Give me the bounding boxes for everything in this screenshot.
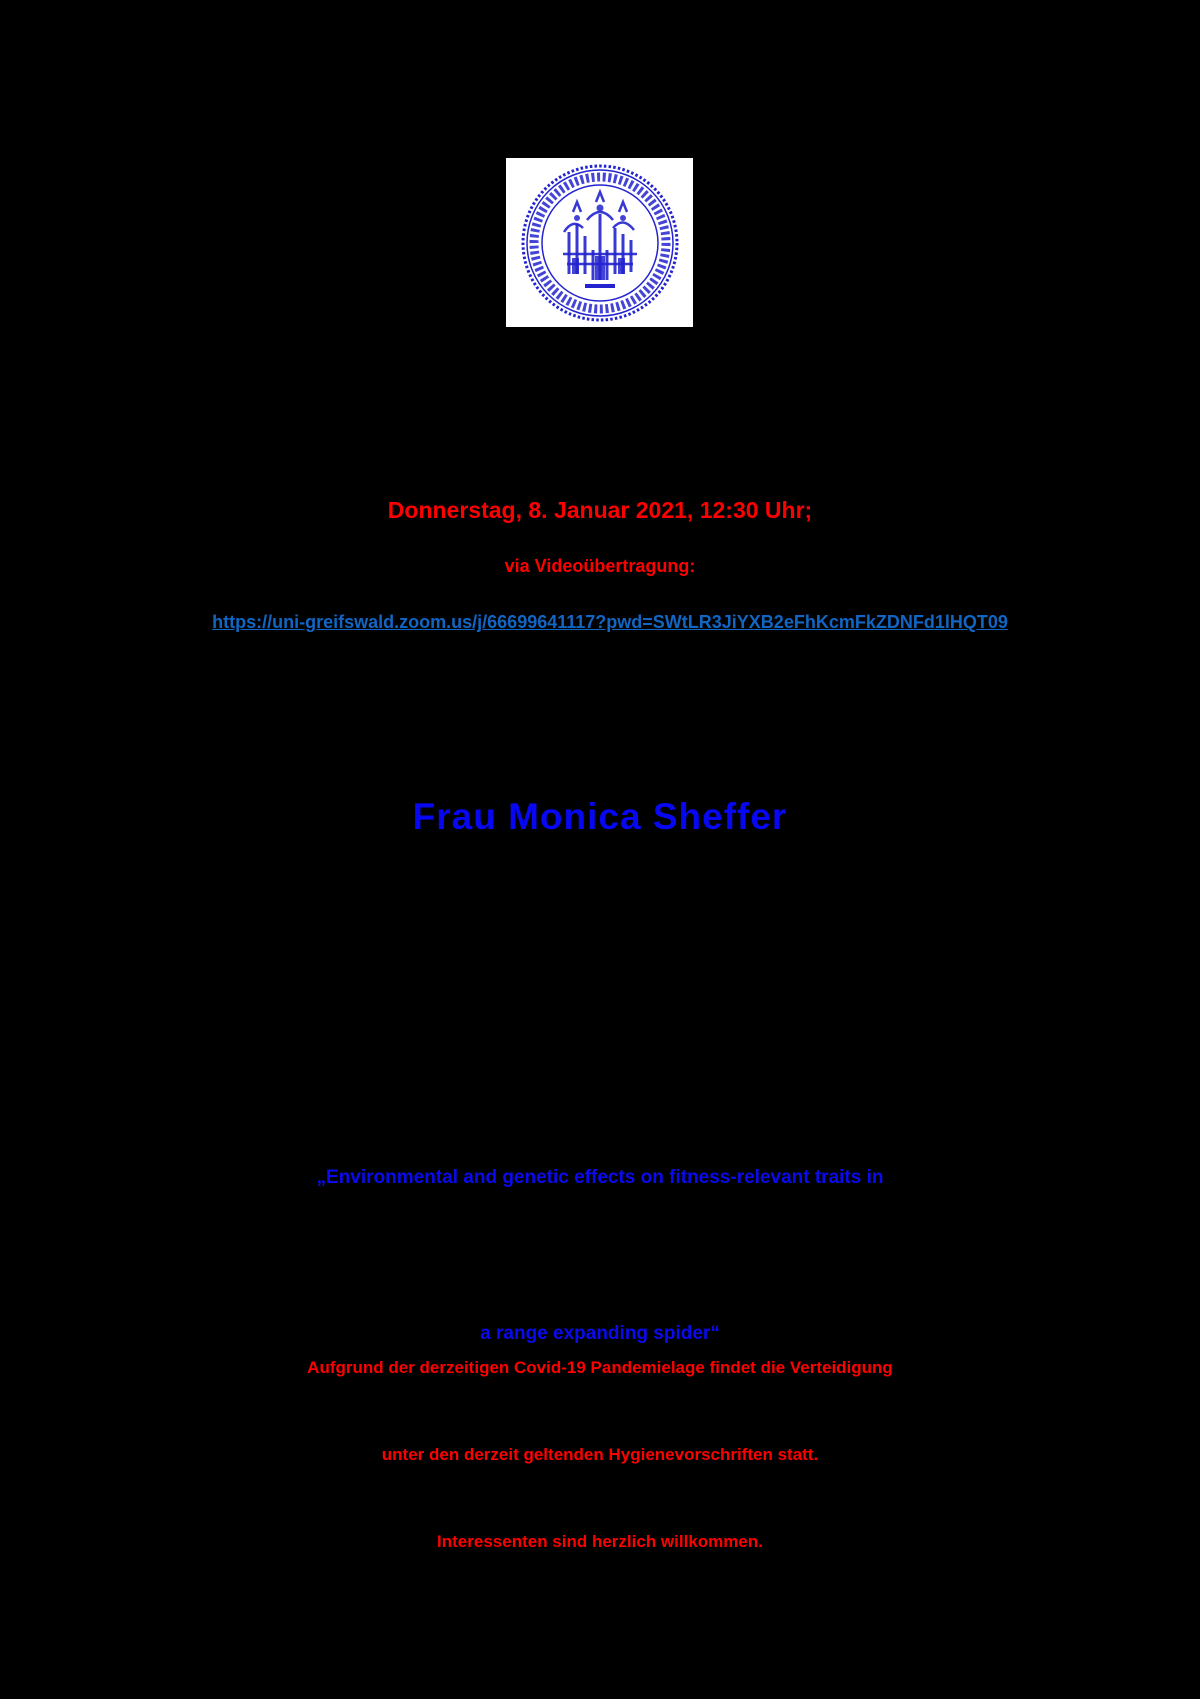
- talk-title-line1: „Environmental and genetic effects on fitness-relevant traits in: [316, 1167, 884, 1188]
- talk-title-line2: a range expanding spider“: [480, 1323, 720, 1344]
- video-conference-link[interactable]: https://uni-greifswald.zoom.us/j/66699641117?pwd=SWtLR3JiYXB2eFhKcmFkZDNFd1lHQT09: [212, 612, 1008, 632]
- covid-notice-line2: unter den derzeit geltenden Hygienevorschriften statt.: [381, 1445, 819, 1464]
- event-medium-label: via Videoübertragung:: [504, 556, 696, 576]
- event-datetime: Donnerstag, 8. Januar 2021, 12:30 Uhr;: [387, 497, 813, 523]
- seal-plate: [506, 158, 693, 327]
- speaker-name: Frau Monica Sheffer: [412, 796, 788, 837]
- event-link-row: [0, 591, 1200, 654]
- covid-notice: [0, 1295, 1200, 1614]
- covid-notice-line1: Aufgrund der derzeitigen Covid-19 Pandemielage findet die Verteidigung: [307, 1358, 893, 1377]
- university-seal-icon: [517, 162, 683, 324]
- covid-notice-line3: Interessenten sind herzlich willkommen.: [437, 1532, 763, 1551]
